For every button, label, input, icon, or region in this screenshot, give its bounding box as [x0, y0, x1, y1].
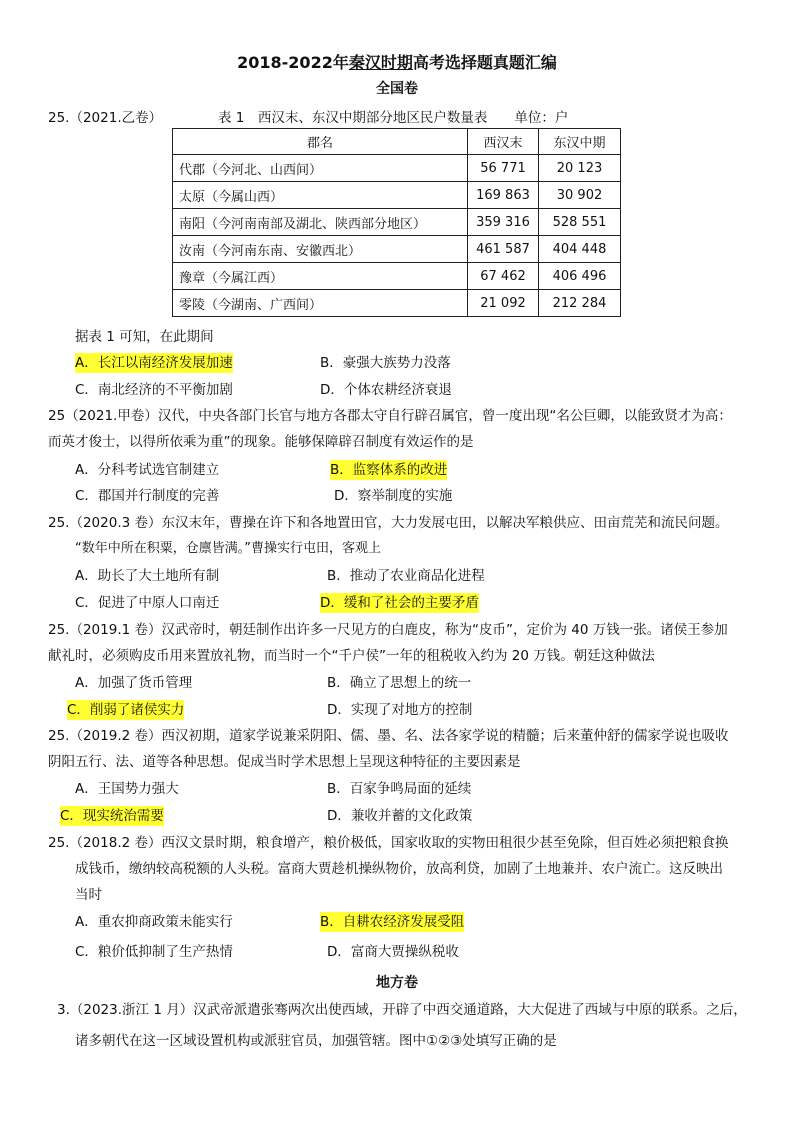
option-b: B．确立了思想上的统一 — [327, 675, 472, 691]
option-c-answer: C．削弱了诸侯实力 — [67, 702, 185, 718]
option-d: D．实现了对地方的控制 — [327, 702, 473, 718]
option-b-answer: B．自耕农经济发展受阻 — [320, 914, 465, 930]
option-c: C．粮价低抑制了生产热情 — [75, 944, 233, 960]
table-cell: 406 496 — [539, 263, 621, 290]
option-a: A．王国势力强大 — [75, 781, 179, 797]
option-b: B．百家争鸣局面的延续 — [327, 781, 472, 797]
option-d: D．兼收并蓄的文化政策 — [327, 808, 473, 824]
question-text: 25.（2020.3 卷）东汉末年，曹操在许下和各地置田官，大力发展屯田，以解决军粮供应、田亩荒芜和流民问题。 — [48, 515, 729, 531]
table-cell: 豫章（今属江西） — [173, 263, 468, 290]
title-prefix: 2018-2022年 — [237, 53, 349, 72]
table-caption: 表 1 西汉末、东汉中期部分地区民户数量表 单位：户 — [218, 110, 569, 126]
question-text: 诸多朝代在这一区域设置机构或派驻官员，加强管辖。图中①②③处填写正确的是 — [75, 1033, 557, 1049]
table-cell: 20 123 — [539, 155, 621, 182]
table-row — [173, 290, 621, 317]
question-text: 25.（2019.1 卷）汉武帝时，朝廷制作出许多一尺见方的白鹿皮，称为“皮币”，定价为 40 万钱一张。诸侯王参加 — [48, 622, 728, 638]
option-b: B．豪强大族势力没落 — [320, 355, 451, 371]
table-cell: 461 587 — [468, 236, 539, 263]
option-a-answer: A．长江以南经济发展加速 — [75, 355, 233, 371]
question-text: 阴阳五行、法、道等各种思想。促成当时学术思想上呈现这种特征的主要因素是 — [48, 754, 521, 770]
table-cell: 太原（今属山西） — [173, 182, 468, 209]
question-text: 3.（2023.浙江 1 月）汉武帝派遣张骞两次出使西域，开辟了中西交通道路，大大促进了西域与中原的联系。之后， — [57, 1002, 747, 1018]
table-cell: 528 551 — [539, 209, 621, 236]
question-text: 而英才俊士，以得所依乘为重”的现象。能够保障辟召制度有效运作的是 — [48, 434, 474, 450]
option-b-answer: B．监察体系的改进 — [330, 462, 448, 478]
table-row — [173, 263, 621, 290]
table-cell: 67 462 — [468, 263, 539, 290]
option-b: B．推动了农业商品化进程 — [327, 568, 485, 584]
option-c: C．郡国并行制度的完善 — [75, 488, 220, 504]
question-stem: 据表 1 可知，在此期间 — [75, 329, 214, 345]
question-text: 25.（2018.2 卷）西汉文景时期，粮食增产，粮价极低，国家收取的实物田租很少甚至免除，但百姓必须把粮食换 — [48, 835, 729, 851]
table-row — [173, 236, 621, 263]
question-text: 25（2021.甲卷）汉代，中央各部门长官与地方各郡太守自行辟召属官，曾一度出现“名公巨卿，以能致贤才为高： — [48, 408, 732, 424]
table-header-cell: 东汉中期 — [539, 129, 621, 155]
table-row — [173, 155, 621, 182]
table-cell: 汝南（今河南东南、安徽西北） — [173, 236, 468, 263]
table-cell: 代郡（今河北、山西间） — [173, 155, 468, 182]
option-c-answer: C．现实统治需要 — [60, 808, 164, 824]
option-d: D．富商大贾操纵税收 — [327, 944, 459, 960]
table-cell: 56 771 — [468, 155, 539, 182]
option-c: C．促进了中原人口南迁 — [75, 595, 220, 611]
table-row — [173, 182, 621, 209]
table-header-cell: 西汉末 — [468, 129, 539, 155]
table-cell: 30 902 — [539, 182, 621, 209]
section-national-heading: 全国卷 — [376, 81, 418, 97]
table-cell: 212 284 — [539, 290, 621, 317]
table-header-row — [173, 129, 621, 155]
option-a: A．加强了货币管理 — [75, 675, 193, 691]
table-row — [173, 209, 621, 236]
title-suffix: 高考选择题真题汇编 — [412, 53, 557, 72]
option-a: A．分科考试选官制建立 — [75, 462, 220, 478]
question-text: 成钱币，缴纳较高税额的人头税。富商大贾趁机操纵物价，放高利贷，加剧了土地兼并、农户流亡。这反映出 — [75, 861, 723, 877]
option-a: A．助长了大土地所有制 — [75, 568, 220, 584]
option-d: D．察举制度的实施 — [334, 488, 453, 504]
question-text: 当时 — [75, 887, 102, 903]
population-table — [172, 128, 621, 317]
question-number: 25.（2021.乙卷） — [48, 110, 163, 126]
table-cell: 359 316 — [468, 209, 539, 236]
question-text: “数年中所在积粟，仓廪皆满。”曹操实行屯田，客观上 — [75, 541, 381, 556]
option-c: C．南北经济的不平衡加剧 — [75, 382, 233, 398]
table-cell: 零陵（今湖南、广西间） — [173, 290, 468, 317]
table-cell: 21 092 — [468, 290, 539, 317]
table-header-cell: 郡名 — [173, 129, 468, 155]
question-text: 25.（2019.2 卷）西汉初期，道家学说兼采阴阳、儒、墨、名、法各家学说的精髓；后来董仲舒的儒家学说也吸收 — [48, 728, 729, 744]
table-cell: 南阳（今河南南部及湖北、陕西部分地区） — [173, 209, 468, 236]
title-topic: 秦汉时期 — [348, 53, 413, 72]
table-cell: 404 448 — [539, 236, 621, 263]
page-title — [0, 52, 794, 74]
option-a: A．重农抑商政策未能实行 — [75, 914, 233, 930]
section-local-heading: 地方卷 — [376, 975, 418, 991]
option-d: D．个体农耕经济衰退 — [320, 382, 452, 398]
question-text: 献礼时，必须购皮币用来置放礼物，而当时一个“千户侯”一年的租税收入约为 20 万钱。朝廷这种做法 — [48, 648, 655, 664]
option-d-answer: D．缓和了社会的主要矛盾 — [320, 595, 479, 611]
table-cell: 169 863 — [468, 182, 539, 209]
